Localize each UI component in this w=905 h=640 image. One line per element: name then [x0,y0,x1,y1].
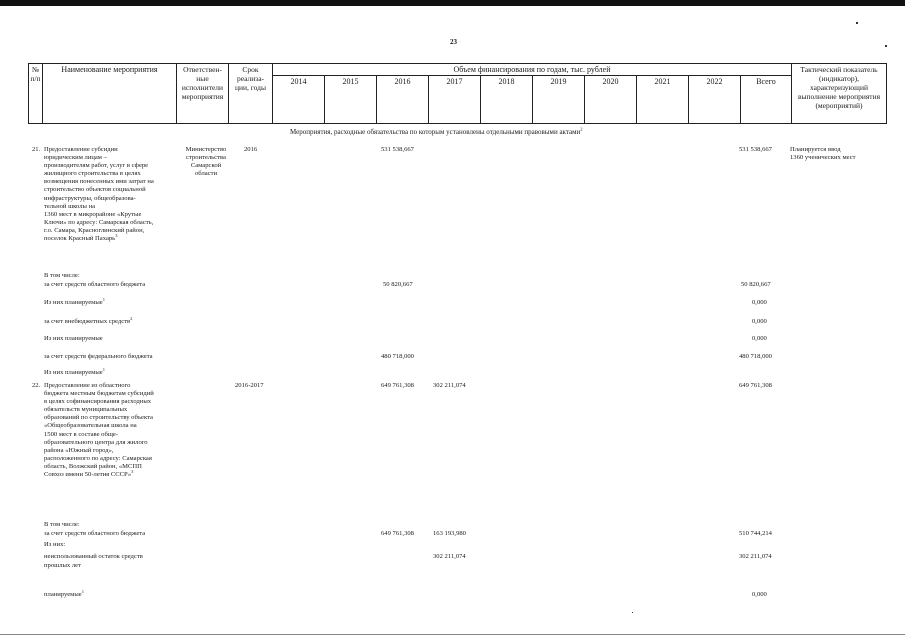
item-22-sub-label: прошлых лет [44,562,81,569]
item-21-number: 21. [32,146,41,153]
item-21-sub-label: Из них планируемые$^1$ [44,366,105,376]
item-21-sub-label: за счет средств федерального бюджета [44,353,153,360]
item-21-description: Предоставление субсидии юридическим лицам – производителям работ, услуг в сфере жилищного строительства в целях возмещения понесенных ими затрат на строительство объектов социальной инфраструктуры, общеобразова- тельной школы на 1360 мест в микрорайоне «Крутые Ключи» по адресу: Самарская область, г.о. Самара, Красноглинский район, поселок Красный Пахарь$^3$ [44,146,154,243]
year-header: 2021 [637,76,689,124]
item-22-sub-label: неиспользованный остаток средств [44,553,143,560]
col-indicator-header: Тактический показатель (индикатор), характеризующий выполнение мероприятия (мероприятий) [792,64,887,124]
item-22-sub-2016: 649 761,308 [381,530,414,537]
year-header: 2020 [585,76,637,124]
item-22-term: 2016-2017 [235,382,264,389]
item-21-sub-label: Из них планируемые [44,335,103,342]
item-21-sub-label: за счет средств областного бюджета [44,281,146,288]
item-21-indicator: Планируется ввод 1360 ученических мест [790,146,856,162]
item-22-sub-total: 302 211,074 [739,553,772,560]
item-22-total: 649 761,308 [739,382,772,389]
item-22-sub-label: за счет средств областного бюджета [44,530,146,537]
item-21-sub-total: 0,000 [752,318,767,325]
year-header: 2017 [429,76,481,124]
scan-speck [885,45,887,47]
item-22-number: 22. [32,382,41,389]
item-22-sub-2017: 302 211,074 [433,553,466,560]
item-22-2017: 302 211,074 [433,382,466,389]
year-header: 2019 [533,76,585,124]
item-21-sub-label: Из них планируемые$^1$ [44,296,105,306]
page-number: 23 [450,38,457,46]
total-header: Всего [741,76,792,124]
col-name-header: Наименование мероприятия [43,64,177,124]
item-21-sub-label: В том числе: [44,272,80,279]
item-21-sub-total: 50 820,667 [741,281,771,288]
scan-top-border [0,0,905,6]
col-volume-header: Объем финансирования по годам, тыс. рублей [273,64,792,76]
header-table [28,63,887,124]
year-header: 2015 [325,76,377,124]
item-22-sub-2017: 163 193,980 [433,530,466,537]
item-21-sub-total: 0,000 [752,335,767,342]
col-number-header: № п/п [29,64,43,124]
item-21-sub-2016: 480 718,000 [381,353,414,360]
scan-speck [856,22,858,24]
scan-bottom-edge [0,634,905,635]
item-22-sub-label: планируемые$^1$ [44,588,84,598]
section-title: Мероприятия, расходные обязательства по которым установлены отдельными правовыми актами$^2$ [290,126,583,136]
item-21-sub-total: 480 718,000 [739,353,772,360]
item-21-total: 531 538,667 [739,146,772,153]
item-22-sub-total: 510 744,214 [739,530,772,537]
item-21-sub-total: 0,000 [752,299,767,306]
item-21-sub-label: за счет внебюджетных средств$^2$ [44,315,133,325]
item-22-description: Предоставление из областного бюджета местным бюджетам субсидий в целях софинансирования расходных обязательств муниципальных образований по строительству объекта «Общеобразовательная школа на 1500 мест в составе обще- образовательного центра для жилого района «Южный город», расположенного по адресу: Самарская область, Волжский район, «МСПП Совхоз имени 50-летия СССР»$^3$ [44,382,154,479]
item-22-sub-total: 0,000 [752,591,767,598]
item-22-2016: 649 761,308 [381,382,414,389]
scan-speck [632,612,633,613]
year-header: 2022 [689,76,741,124]
year-header: 2014 [273,76,325,124]
item-21-2016: 531 538,667 [381,146,414,153]
item-21-responsible: Министерство строительства Самарской области [185,146,227,178]
item-21-sub-2016: 50 820,667 [383,281,413,288]
col-term-header: Срок реализа-ции, годы [229,64,273,124]
item-21-term: 2016 [244,146,258,153]
item-22-sub-label: Из них: [44,541,66,548]
year-header: 2018 [481,76,533,124]
year-header: 2016 [377,76,429,124]
item-22-sub-label: В том числе: [44,521,80,528]
col-responsible-header: Ответствен-ные исполнители мероприятия [177,64,229,124]
